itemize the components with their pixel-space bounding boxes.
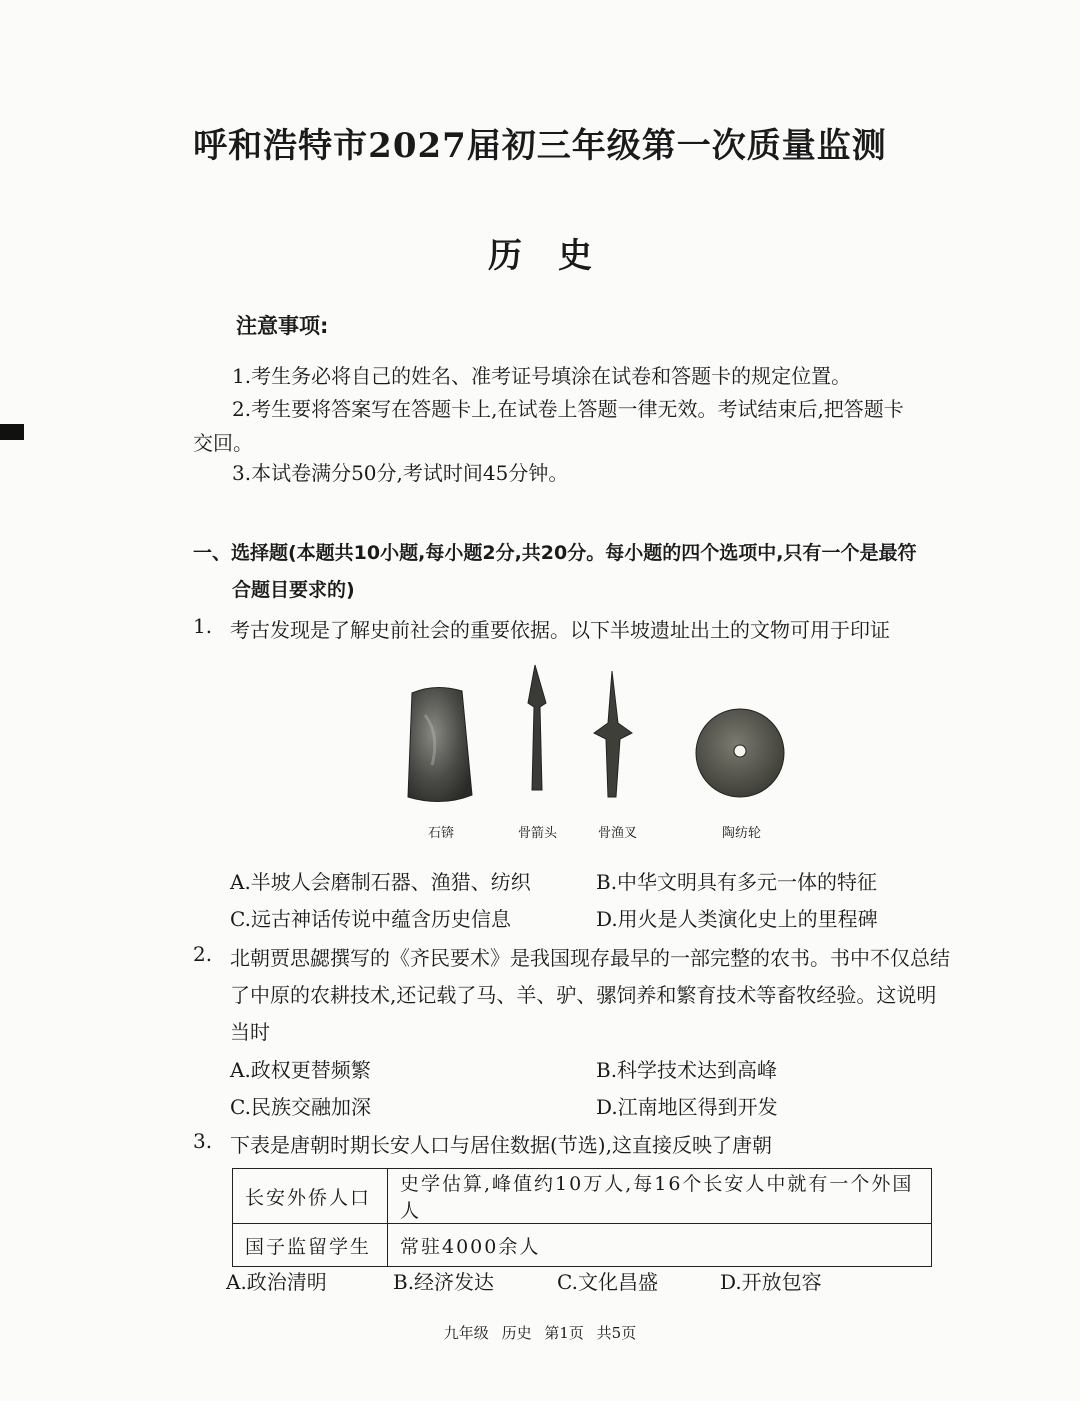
table-value-cell: 史学估算,峰值约10万人,每16个长安人中就有一个外国人 bbox=[388, 1169, 932, 1224]
q2-option-a: A.政权更替频繁 bbox=[230, 1058, 371, 1082]
stone-adze-icon bbox=[408, 687, 472, 801]
q1-option-d: D.用火是人类演化史上的里程碑 bbox=[596, 907, 878, 931]
notice-item-1: 1.考生务必将自己的姓名、准考证号填涂在试卷和答题卡的规定位置。 bbox=[232, 364, 852, 388]
q3-option-c: C.文化昌盛 bbox=[557, 1270, 658, 1294]
artifact-label-arrowhead: 骨箭头 bbox=[518, 826, 558, 841]
scan-edge-mark bbox=[0, 424, 24, 440]
exam-title: 呼和浩特市2027届初三年级第一次质量监测 bbox=[193, 126, 887, 166]
q1-option-a: A.半坡人会磨制石器、渔猎、纺织 bbox=[230, 870, 531, 894]
section-heading: 一、选择题(本题共10小题,每小题2分,共20分。每小题的四个选项中,只有一个是最符 bbox=[193, 542, 917, 564]
bone-arrowhead-icon bbox=[528, 665, 546, 790]
q2-number: 2. bbox=[193, 942, 213, 966]
q2-text-line-3: 当时 bbox=[230, 1020, 270, 1044]
notice-heading: 注意事项: bbox=[236, 314, 329, 338]
q3-data-table bbox=[232, 1168, 932, 1267]
table-row bbox=[233, 1169, 932, 1224]
artifact-label-harpoon: 骨渔叉 bbox=[598, 826, 638, 841]
q1-number: 1. bbox=[193, 614, 213, 638]
table-value-cell: 常驻4000余人 bbox=[388, 1224, 932, 1267]
q1-text: 考古发现是了解史前社会的重要依据。以下半坡遗址出土的文物可用于印证 bbox=[230, 618, 890, 642]
notice-item-3: 3.本试卷满分50分,考试时间45分钟。 bbox=[232, 461, 569, 485]
page-footer: 九年级 历史 第1页 共5页 bbox=[443, 1324, 637, 1342]
artifact-label-adze: 石锛 bbox=[428, 826, 455, 841]
q3-number: 3. bbox=[193, 1129, 213, 1153]
table-key-cell: 国子监留学生 bbox=[233, 1224, 388, 1267]
q3-option-a: A.政治清明 bbox=[226, 1270, 327, 1294]
q3-option-b: B.经济发达 bbox=[393, 1270, 495, 1294]
q2-option-b: B.科学技术达到高峰 bbox=[596, 1058, 778, 1082]
q1-option-c: C.远古神话传说中蕴含历史信息 bbox=[230, 907, 511, 931]
q2-option-d: D.江南地区得到开发 bbox=[596, 1095, 778, 1119]
subject-title: 历史 bbox=[488, 236, 628, 276]
q3-option-d: D.开放包容 bbox=[720, 1270, 822, 1294]
notice-item-2-cont: 交回。 bbox=[193, 431, 253, 455]
q1-artifacts-figure bbox=[380, 655, 810, 815]
notice-item-2: 2.考生要将答案写在答题卡上,在试卷上答题一律无效。考试结束后,把答题卡 bbox=[232, 397, 904, 421]
spindle-whorl-icon bbox=[696, 709, 784, 797]
q2-option-c: C.民族交融加深 bbox=[230, 1095, 371, 1119]
q2-text-line-2: 了中原的农耕技术,还记载了马、羊、驴、骡饲养和繁育技术等畜牧经验。这说明 bbox=[230, 983, 937, 1007]
q2-text-line-1: 北朝贾思勰撰写的《齐民要术》是我国现存最早的一部完整的农书。书中不仅总结 bbox=[230, 946, 950, 970]
q1-option-b: B.中华文明具有多元一体的特征 bbox=[596, 870, 878, 894]
artifact-label-whorl: 陶纺轮 bbox=[722, 826, 762, 841]
q3-text: 下表是唐朝时期长安人口与居住数据(节选),这直接反映了唐朝 bbox=[230, 1133, 772, 1157]
section-heading-cont: 合题目要求的) bbox=[232, 579, 355, 601]
bone-harpoon-icon bbox=[594, 671, 632, 797]
table-row bbox=[233, 1224, 932, 1267]
table-key-cell: 长安外侨人口 bbox=[233, 1169, 388, 1224]
